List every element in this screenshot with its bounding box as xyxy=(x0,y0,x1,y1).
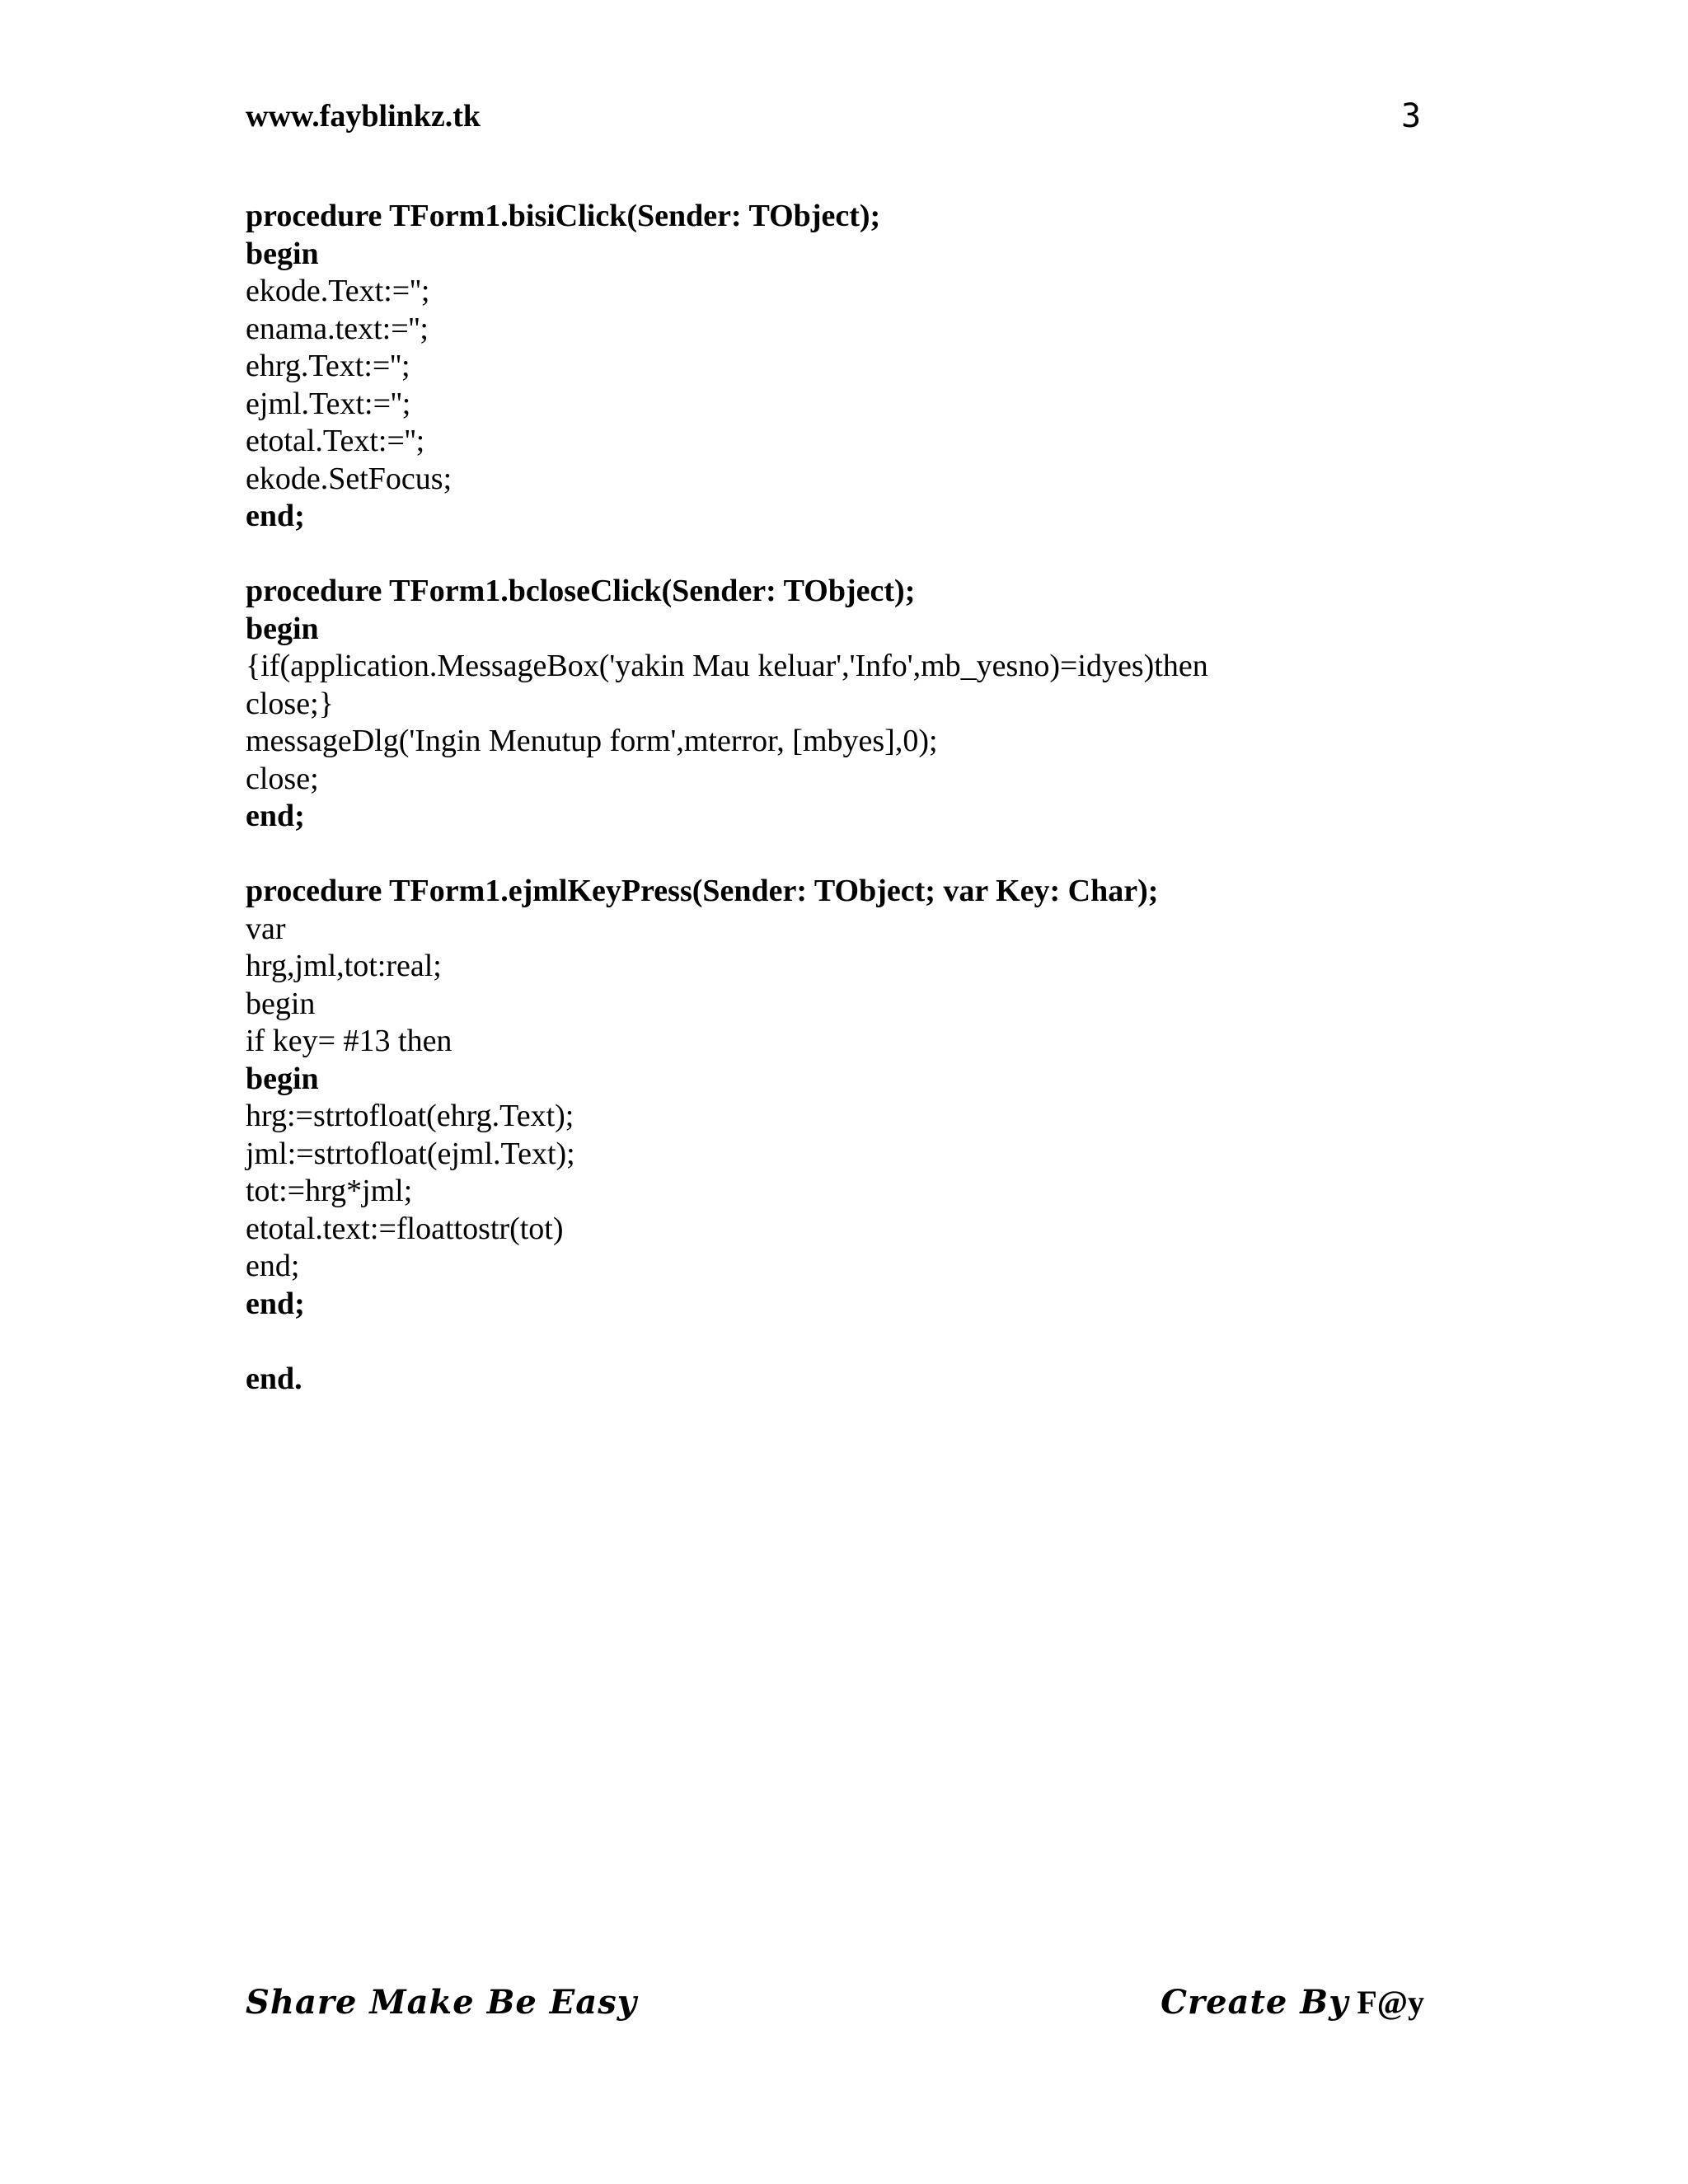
code-line: close;} xyxy=(246,686,334,721)
code-line: procedure TForm1.ejmlKeyPress(Sender: TObject; var Key: Char); xyxy=(246,874,1159,908)
code-line: if key= #13 then xyxy=(246,1024,452,1058)
code-line: messageDlg('Ingin Menutup form',mterror, [mbyes],0); xyxy=(246,724,938,758)
footer-slogan: Share Make Be Easy xyxy=(246,1983,637,2022)
page-number: 3 xyxy=(1401,97,1422,135)
code-line: close; xyxy=(246,761,319,796)
code-line: etotal.Text:=''; xyxy=(246,424,425,458)
code-line: begin xyxy=(246,986,316,1021)
code-line: hrg:=strtofloat(ehrg.Text); xyxy=(246,1099,574,1133)
code-line: ekode.Text:=''; xyxy=(246,274,430,308)
footer-credit xyxy=(1160,1982,1424,2023)
code-line: enama.text:=''; xyxy=(246,311,429,346)
code-line: hrg,jml,tot:real; xyxy=(246,949,442,983)
blank-line xyxy=(246,1323,1482,1361)
code-line: ejml.Text:=''; xyxy=(246,386,411,421)
code-line: begin xyxy=(246,236,319,271)
code-line: tot:=hrg*jml; xyxy=(246,1174,413,1208)
code-line: ekode.SetFocus; xyxy=(246,461,452,496)
blank-line xyxy=(246,536,1482,574)
code-block xyxy=(246,198,1482,1398)
code-line: end; xyxy=(246,499,305,533)
header-site-url: www.fayblinkz.tk xyxy=(246,99,481,134)
code-line: begin xyxy=(246,611,319,646)
code-line: {if(application.MessageBox('yakin Mau keluar','Info',mb_yesno)=idyes)then xyxy=(246,649,1208,683)
code-line: jml:=strtofloat(ejml.Text); xyxy=(246,1136,575,1171)
code-line: procedure TForm1.bisiClick(Sender: TObject); xyxy=(246,199,881,233)
code-line: var xyxy=(246,911,286,946)
code-line: end; xyxy=(246,1286,305,1321)
footer-credit-label: Create By xyxy=(1160,1983,1349,2022)
code-line: end. xyxy=(246,1361,302,1396)
footer-credit-author: F@y xyxy=(1357,1984,1424,2021)
code-line: etotal.text:=floattostr(tot) xyxy=(246,1211,564,1246)
code-line: end; xyxy=(246,799,305,833)
blank-line xyxy=(246,836,1482,874)
code-line: ehrg.Text:=''; xyxy=(246,349,410,383)
code-line: end; xyxy=(246,1249,300,1283)
code-line: procedure TForm1.bcloseClick(Sender: TObject); xyxy=(246,574,916,608)
code-line: begin xyxy=(246,1061,319,1096)
